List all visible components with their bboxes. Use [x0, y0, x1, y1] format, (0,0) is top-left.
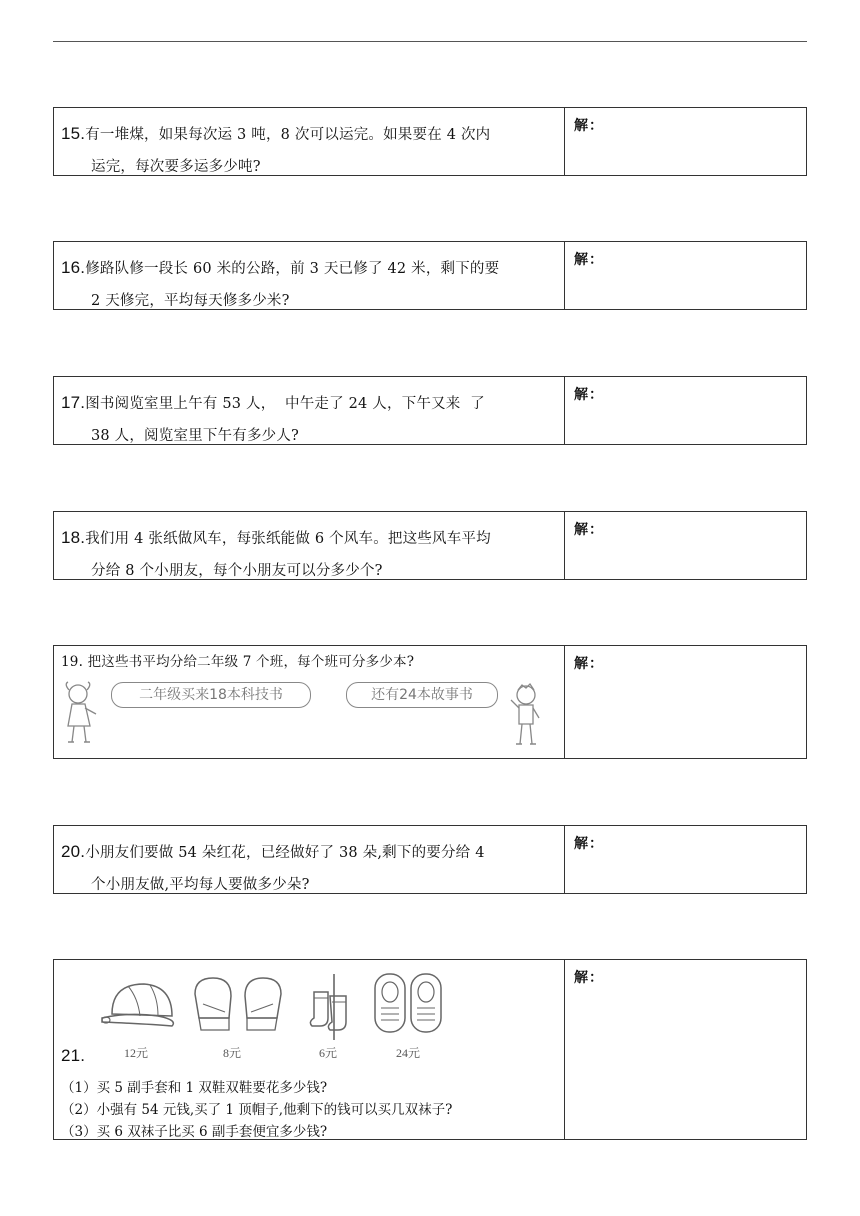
answer-label: 解：	[574, 656, 604, 672]
question-20-line-2: 个小朋友做,平均每人要做多少朵?	[91, 877, 310, 893]
question-16-number: 16.	[61, 258, 86, 277]
answer-21-cell[interactable]	[565, 960, 806, 1139]
question-15-text-1: 有一堆煤，如果每次运 3 吨，8 次可以运完。如果要在 4 次内	[85, 127, 491, 143]
speech-bubble-right: 还有24本故事书	[346, 682, 498, 708]
question-19-number: 19.	[61, 654, 84, 670]
question-21-sub-1: （1）买 5 副手套和 1 双鞋双鞋要花多少钱?	[61, 1080, 328, 1096]
question-16-text-cell	[54, 242, 565, 309]
question-21-number-line	[61, 1046, 85, 1066]
price-socks: 6元	[318, 1046, 337, 1060]
question-15-text-cell	[54, 108, 565, 175]
answer-18-cell[interactable]	[565, 512, 806, 579]
answer-20-cell[interactable]	[565, 826, 806, 893]
question-15	[53, 107, 807, 176]
question-15-line-2: 运完，每次要多运多少吨?	[91, 159, 261, 175]
page-header-rule	[53, 41, 807, 42]
answer-label: 解：	[574, 252, 604, 268]
price-mittens: 8元	[222, 1046, 241, 1060]
question-18-text-cell	[54, 512, 565, 579]
question-16-line-2: 2 天修完，平均每天修多少米?	[91, 293, 290, 309]
answer-19-cell[interactable]	[565, 646, 806, 758]
question-19	[53, 645, 807, 759]
question-18	[53, 511, 807, 580]
answer-label: 解：	[574, 118, 604, 134]
question-20-text-1: 小朋友们要做 54 朵红花，已经做好了 38 朵,剩下的要分给 4	[85, 845, 485, 861]
question-15-line-1	[61, 123, 490, 144]
question-17-text-1: 图书阅览室里上午有 53 人， 中午走了 24 人，下午又来 了	[85, 396, 485, 412]
question-16-text-1: 修路队修一段长 60 米的公路，前 3 天已修了 42 米，剩下的要	[85, 261, 500, 277]
question-20-text-cell	[54, 826, 565, 893]
question-15-number: 15.	[61, 124, 86, 143]
question-18-text-1: 我们用 4 张纸做风车，每张纸能做 6 个风车。把这些风车平均	[85, 531, 491, 547]
question-17-number: 17.	[61, 393, 86, 412]
question-16	[53, 241, 807, 310]
question-19-text-1: 把这些书平均分给二年级 7 个班，每个班可分多少本?	[87, 654, 415, 670]
price-shoes: 24元	[395, 1046, 420, 1060]
question-17-line-2: 38 人，阅览室里下午有多少人?	[91, 428, 300, 444]
question-20-line-1	[61, 841, 485, 862]
question-19-line-1	[61, 650, 414, 670]
question-16-line-1	[61, 257, 499, 278]
question-19-text-cell	[54, 646, 565, 758]
answer-label: 解：	[574, 836, 604, 852]
question-20	[53, 825, 807, 894]
question-20-number: 20.	[61, 842, 86, 861]
girl-illustration	[60, 680, 100, 750]
question-21-sub-3: （3）买 6 双袜子比买 6 副手套便宜多少钱?	[61, 1124, 328, 1140]
question-18-number: 18.	[61, 528, 86, 547]
question-21-number: 21.	[61, 1046, 86, 1065]
answer-label: 解：	[574, 970, 604, 986]
socks-icon	[306, 972, 356, 1042]
answer-label: 解：	[574, 522, 604, 538]
shoes-icon	[369, 970, 449, 1036]
answer-17-cell[interactable]	[565, 377, 806, 444]
speech-bubble-left: 二年级买来18本科技书	[111, 682, 311, 708]
question-21-sub-2: （2）小强有 54 元钱,买了 1 顶帽子,他剩下的钱可以买几双袜子?	[61, 1102, 453, 1118]
question-18-line-1	[61, 527, 491, 548]
cap-icon	[98, 978, 178, 1038]
answer-15-cell[interactable]	[565, 108, 806, 175]
question-17-text-cell	[54, 377, 565, 444]
question-21	[53, 959, 807, 1140]
answer-label: 解：	[574, 387, 604, 403]
question-18-line-2: 分给 8 个小朋友，每个小朋友可以分多少个?	[91, 563, 383, 579]
answer-16-cell[interactable]	[565, 242, 806, 309]
question-17-line-1	[61, 392, 485, 413]
question-21-text-cell	[54, 960, 565, 1139]
question-17	[53, 376, 807, 445]
boy-illustration	[506, 682, 546, 752]
mittens-icon	[189, 974, 289, 1038]
price-cap: 12元	[123, 1046, 148, 1060]
